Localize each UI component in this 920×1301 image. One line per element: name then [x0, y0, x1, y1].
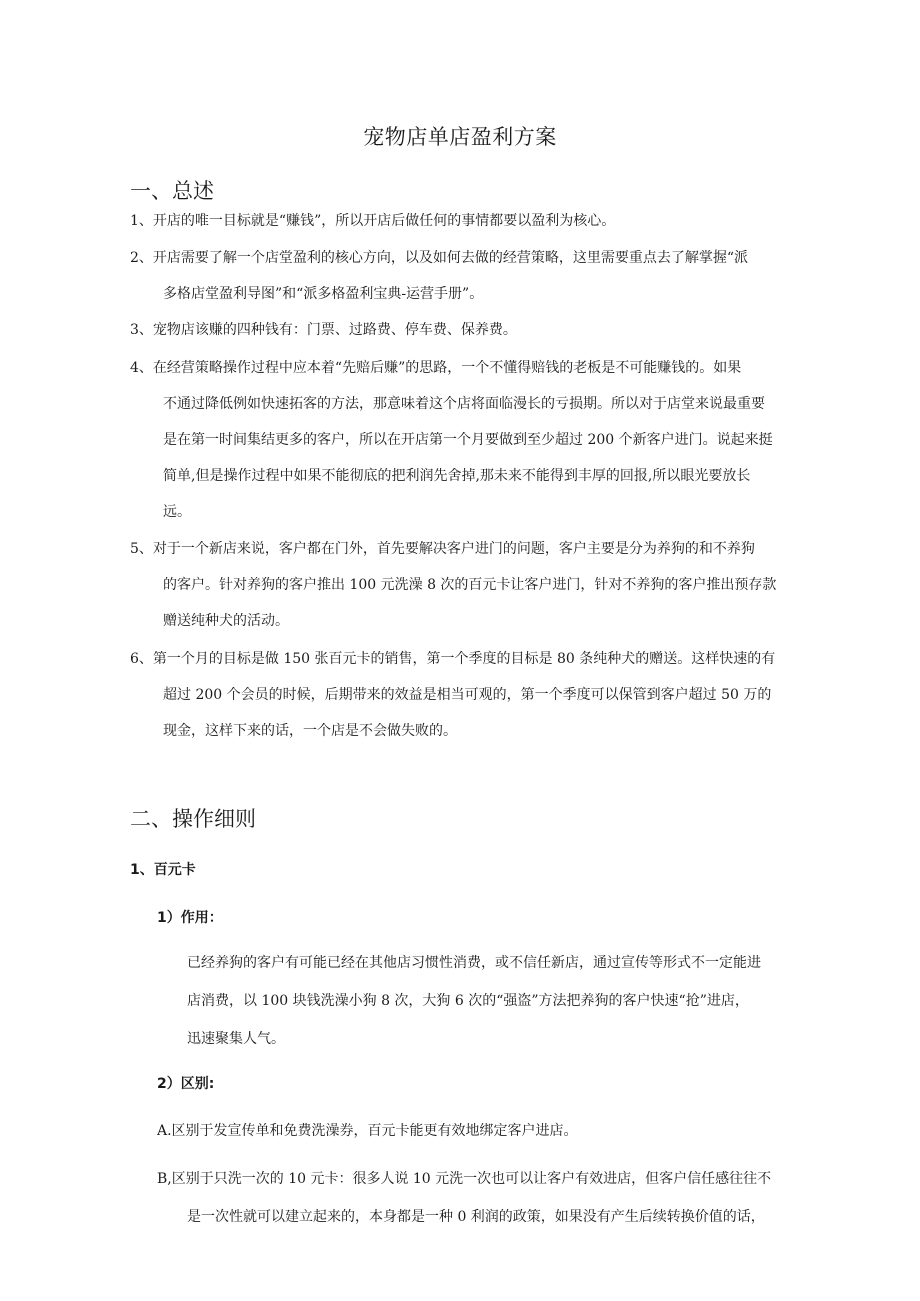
- text-line: 现金，这样下来的话，一个店是不会做失败的。: [163, 723, 457, 739]
- text-line: 3、宠物店该赚的四种钱有：门票、过路费、停车费、保养费。: [130, 322, 517, 338]
- section-2-heading: 二、操作细则: [130, 807, 256, 831]
- paragraph-1: [130, 203, 795, 239]
- text-line: 是一次性就可以建立起来的，本身都是一种 0 利润的政策，如果没有产生后续转换价值的话，: [187, 1209, 765, 1225]
- text-line: 远。: [163, 504, 191, 520]
- point-b: [157, 1160, 797, 1236]
- subheading-purpose: 1）作用：: [157, 910, 223, 926]
- text-line: 简单,但是操作过程中如果不能彻底的把利润先舍掉,那未来不能得到丰厚的回报,所以眼光要放长: [163, 468, 751, 484]
- text-line: 超过 200 个会员的时候，后期带来的效益是相当可观的，第一个季度可以保管到客户超过 50 万的: [163, 687, 772, 703]
- text-line: B,区别于只洗一次的 10 元卡：很多人说 10 元洗一次也可以让客户有效进店，但客户信任感往往不: [157, 1171, 772, 1187]
- text-line: 6、第一个月的目标是做 150 张百元卡的销售，第一个季度的目标是 80 条纯种犬的赠送。这样快速的有: [130, 651, 776, 667]
- text-line: 不通过降低例如快速拓客的方法，那意味着这个店将面临漫长的亏损期。所以对于店堂来说最重要: [163, 396, 765, 412]
- text-line: 赠送纯种犬的活动。: [163, 613, 289, 629]
- paragraph-3: [130, 312, 795, 348]
- purpose-paragraph: [187, 944, 797, 1058]
- subheading-difference: 2）区别:: [157, 1076, 215, 1092]
- text-line: A.区别于发宣传单和免费洗澡券，百元卡能更有效地绑定客户进店。: [157, 1123, 578, 1139]
- point-a: [157, 1112, 797, 1150]
- section-1-heading: 一、总述: [130, 179, 214, 203]
- text-line: 已经养狗的客户有可能已经在其他店习惯性消费，或不信任新店，通过宣传等形式不一定能进: [187, 955, 761, 971]
- paragraph-4: [130, 350, 795, 530]
- subheading-hundred-yuan-card: 1、百元卡: [130, 862, 196, 878]
- text-line: 4、在经营策略操作过程中应本着“先赔后赚”的思路，一个不懂得赔钱的老板是不可能赚钱的。如果: [130, 360, 742, 376]
- document-title: 宠物店单店盈利方案: [363, 125, 557, 149]
- paragraph-5: [130, 531, 795, 639]
- text-line: 5、对于一个新店来说，客户都在门外，首先要解决客户进门的问题，客户主要是分为养狗的和不养狗: [130, 541, 755, 557]
- text-line: 多格店堂盈利导图”和“派多格盈利宝典-运营手册”。: [163, 286, 484, 302]
- text-line: 2、开店需要了解一个店堂盈利的核心方向，以及如何去做的经营策略，这里需要重点去了解掌握“派: [130, 250, 749, 266]
- text-line: 的客户。针对养狗的客户推出 100 元洗澡 8 次的百元卡让客户进门，针对不养狗的客户推出预存款: [163, 577, 777, 593]
- paragraph-2: [130, 240, 795, 312]
- text-line: 1、开店的唯一目标就是“赚钱”，所以开店后做任何的事情都要以盈利为核心。: [130, 213, 616, 229]
- text-line: 是在第一时间集结更多的客户，所以在开店第一个月要做到至少超过 200 个新客户进门。说起来挺: [163, 432, 773, 448]
- text-line: 迅速聚集人气。: [187, 1031, 285, 1047]
- paragraph-6: [130, 641, 795, 749]
- text-line: 店消费，以 100 块钱洗澡小狗 8 次，大狗 6 次的“强盗”方法把养狗的客户快速“抢”进店，: [187, 993, 749, 1009]
